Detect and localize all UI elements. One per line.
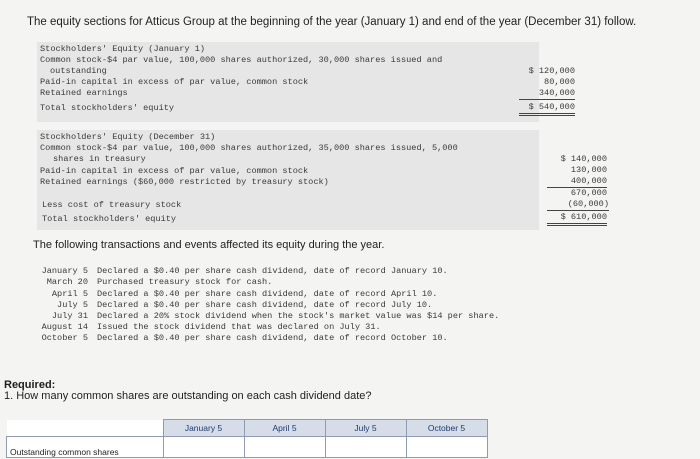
transaction-text: Declared a 20% stock dividend when the stock's market value was $14 per share. bbox=[97, 311, 500, 321]
required-question: 1. How many common shares are outstanding on each cash dividend date? bbox=[4, 390, 372, 402]
equity-jan-line: Total stockholders' equity bbox=[40, 103, 175, 113]
transaction-date: October 5 bbox=[41, 333, 88, 343]
transaction-date: August 14 bbox=[41, 322, 88, 332]
equity-dec-total: $ 610,000 bbox=[547, 212, 607, 226]
column-header-april-5: April 5 bbox=[244, 420, 325, 437]
equity-dec-line: Less cost of treasury stock bbox=[42, 200, 182, 210]
answer-table bbox=[6, 419, 488, 458]
equity-jan-amount: 340,000 bbox=[519, 88, 575, 100]
answer-corner bbox=[7, 420, 164, 437]
equity-dec-amount: 670,000 bbox=[570, 188, 607, 198]
shares-input-april-5[interactable] bbox=[245, 437, 325, 457]
equity-dec-amount: 130,000 bbox=[570, 165, 607, 175]
transaction-date: July 5 bbox=[57, 300, 88, 310]
equity-dec-amount: 400,000 bbox=[547, 176, 607, 188]
intro-text: The equity sections for Atticus Group at the beginning of the year (January 1) and end of the year (December 31) follow. bbox=[27, 16, 637, 28]
equity-dec-heading: Stockholders' Equity (December 31) bbox=[40, 132, 216, 142]
answer-header-row bbox=[7, 420, 488, 437]
equity-jan-line: Retained earnings bbox=[40, 88, 128, 98]
required-label: Required: bbox=[4, 379, 56, 391]
transaction-text: Declared a $0.40 per share cash dividend, date of record July 10. bbox=[97, 300, 433, 310]
transaction-date: July 31 bbox=[51, 311, 88, 321]
column-header-october-5: October 5 bbox=[406, 420, 487, 437]
equity-jan-amount: $ 120,000 bbox=[528, 66, 575, 76]
shares-input-january-5[interactable] bbox=[164, 437, 244, 457]
equity-dec-line: Retained earnings ($60,000 restricted by treasury stock) bbox=[40, 177, 329, 187]
transactions-intro: The following transactions and events affected its equity during the year. bbox=[33, 239, 385, 251]
shares-input-october-5[interactable] bbox=[407, 437, 487, 457]
equity-jan-amount: 80,000 bbox=[544, 77, 575, 87]
column-header-july-5: July 5 bbox=[325, 420, 406, 437]
equity-jan-heading: Stockholders' Equity (January 1) bbox=[40, 44, 206, 54]
transaction-text: Declared a $0.40 per share cash dividend, date of record October 10. bbox=[97, 333, 448, 343]
answer-row bbox=[7, 437, 488, 458]
equity-dec-line: Common stock-$4 par value, 100,000 shares authorized, 35,000 shares issued, 5,000 bbox=[40, 143, 458, 153]
equity-dec-amount: $ 140,000 bbox=[560, 154, 607, 164]
equity-jan-line: Paid-in capital in excess of par value, common stock bbox=[40, 77, 309, 87]
equity-dec-line: shares in treasury bbox=[53, 154, 146, 164]
answer-cell-april-5[interactable] bbox=[244, 437, 325, 458]
transaction-text: Declared a $0.40 per share cash dividend, date of record April 10. bbox=[97, 289, 438, 299]
equity-jan-total: $ 540,000 bbox=[519, 102, 575, 116]
equity-jan-line: outstanding bbox=[50, 66, 107, 76]
answer-cell-july-5[interactable] bbox=[325, 437, 406, 458]
equity-jan-line: Common stock-$4 par value, 100,000 shares authorized, 30,000 shares issued and bbox=[40, 55, 443, 65]
equity-dec-amount: (60,000) bbox=[547, 199, 609, 211]
answer-cell-january-5[interactable] bbox=[163, 437, 244, 458]
column-header-january-5: January 5 bbox=[163, 420, 244, 437]
shares-input-july-5[interactable] bbox=[326, 437, 406, 457]
row-label-outstanding-shares: Outstanding common shares bbox=[7, 437, 164, 458]
transaction-date: January 5 bbox=[41, 266, 88, 276]
transaction-date: March 20 bbox=[46, 277, 88, 287]
transaction-text: Declared a $0.40 per share cash dividend, date of record January 10. bbox=[97, 266, 448, 276]
transaction-text: Issued the stock dividend that was declared on July 31. bbox=[97, 322, 381, 332]
transaction-date: April 5 bbox=[51, 289, 88, 299]
equity-dec-line: Total stockholders' equity bbox=[42, 214, 177, 224]
equity-dec-line: Paid-in capital in excess of par value, common stock bbox=[40, 166, 309, 176]
answer-cell-october-5[interactable] bbox=[406, 437, 487, 458]
transaction-text: Purchased treasury stock for cash. bbox=[97, 277, 273, 287]
